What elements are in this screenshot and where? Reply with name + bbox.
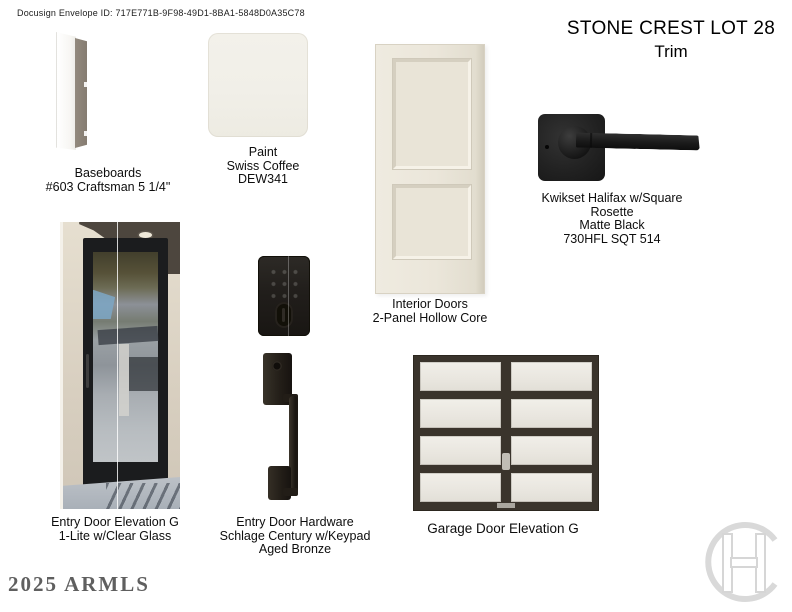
- lever-label-line4: 730HFL SQT 514: [563, 231, 661, 246]
- garage-panel: [511, 362, 592, 391]
- garage-door-label: [405, 522, 601, 536]
- keypad-buttons: [268, 266, 300, 304]
- photo-door-frame: [83, 238, 168, 490]
- garage-panel: [420, 399, 501, 428]
- garage-panel: [511, 436, 592, 465]
- door-upper-panel: [393, 59, 471, 169]
- lever-label-line3: Matte Black: [579, 218, 645, 232]
- photo-artifact-line: [117, 222, 118, 509]
- garage-door-handle: [502, 453, 510, 470]
- page-title: [553, 18, 789, 62]
- baseboards-label: [18, 167, 198, 194]
- garage-door-image: [413, 355, 599, 511]
- garage-panel: [511, 473, 592, 502]
- garage-panel: [420, 436, 501, 465]
- entry-door-label-line2: 1-Lite w/Clear Glass: [58, 528, 172, 543]
- baseboard-side-face: [75, 38, 87, 148]
- paint-label-line1: Paint: [248, 145, 278, 159]
- lever-label-line2: Rosette: [590, 204, 634, 219]
- paint-label: [203, 146, 323, 187]
- paint-label-line3: DEW341: [237, 172, 289, 186]
- armls-watermark-text: 2025 ARMLS: [8, 572, 150, 596]
- glass-awning-reflection: [98, 326, 159, 345]
- paint-label-line2: Swiss Coffee: [226, 158, 300, 173]
- baseboards-label-line1: Baseboards: [74, 166, 142, 180]
- garage-panel: [511, 399, 592, 428]
- photo-left-edge: [60, 222, 63, 509]
- lever-handle: [576, 132, 700, 150]
- entry-hardware-label: [204, 516, 386, 557]
- entry-door-label-line1: Entry Door Elevation G: [51, 515, 179, 529]
- subtitle-text: Trim: [654, 42, 688, 61]
- handleset-grip-bottom: [283, 488, 298, 496]
- title-text: STONE CREST LOT 28: [566, 18, 776, 39]
- keypad-artifact-line: [288, 256, 289, 336]
- garage-panel: [420, 362, 501, 391]
- lever-label: [519, 192, 705, 246]
- glass-storefront-reflection: [129, 357, 158, 391]
- entry-hardware-label-line3: Aged Bronze: [258, 542, 332, 556]
- baseboard-swatch: [55, 32, 135, 154]
- garage-door-bottom-handle: [497, 503, 515, 508]
- ch-monogram-watermark-icon: [700, 514, 788, 610]
- interior-door-label-line1: Interior Doors: [392, 297, 468, 311]
- entry-door-label: [28, 516, 202, 543]
- interior-door-label: [352, 298, 508, 325]
- baseboard-front-face: [56, 32, 76, 150]
- lever-label-line1: Kwikset Halifax w/Square: [541, 191, 683, 205]
- paint-swatch: [208, 33, 308, 137]
- garage-panel: [420, 473, 501, 502]
- interior-door-label-line2: 2-Panel Hollow Core: [372, 310, 488, 325]
- entry-door-photo: [60, 222, 180, 509]
- keypad-thumbturn: [275, 302, 293, 328]
- keypad-lock-image: [258, 256, 310, 336]
- rosette-screw: [545, 145, 549, 149]
- garage-door-label-line1: Garage Door Elevation G: [427, 521, 579, 536]
- entry-hardware-label-line1: Entry Door Hardware: [236, 515, 354, 529]
- photo-door-handle: [86, 354, 89, 388]
- entry-hardware-label-line2: Schlage Century w/Keypad: [219, 528, 371, 543]
- interior-door-image: [375, 44, 485, 294]
- photo-door-glass: [93, 252, 158, 462]
- baseboards-label-line2: #603 Craftsman 5 1/4": [45, 179, 171, 194]
- glass-sky-reflection: [93, 290, 115, 319]
- docusign-envelope-id: Docusign Envelope ID: 717E771B-9F98-49D1-8BA1-5848D0A35C78: [17, 8, 305, 18]
- door-lower-panel: [393, 185, 471, 259]
